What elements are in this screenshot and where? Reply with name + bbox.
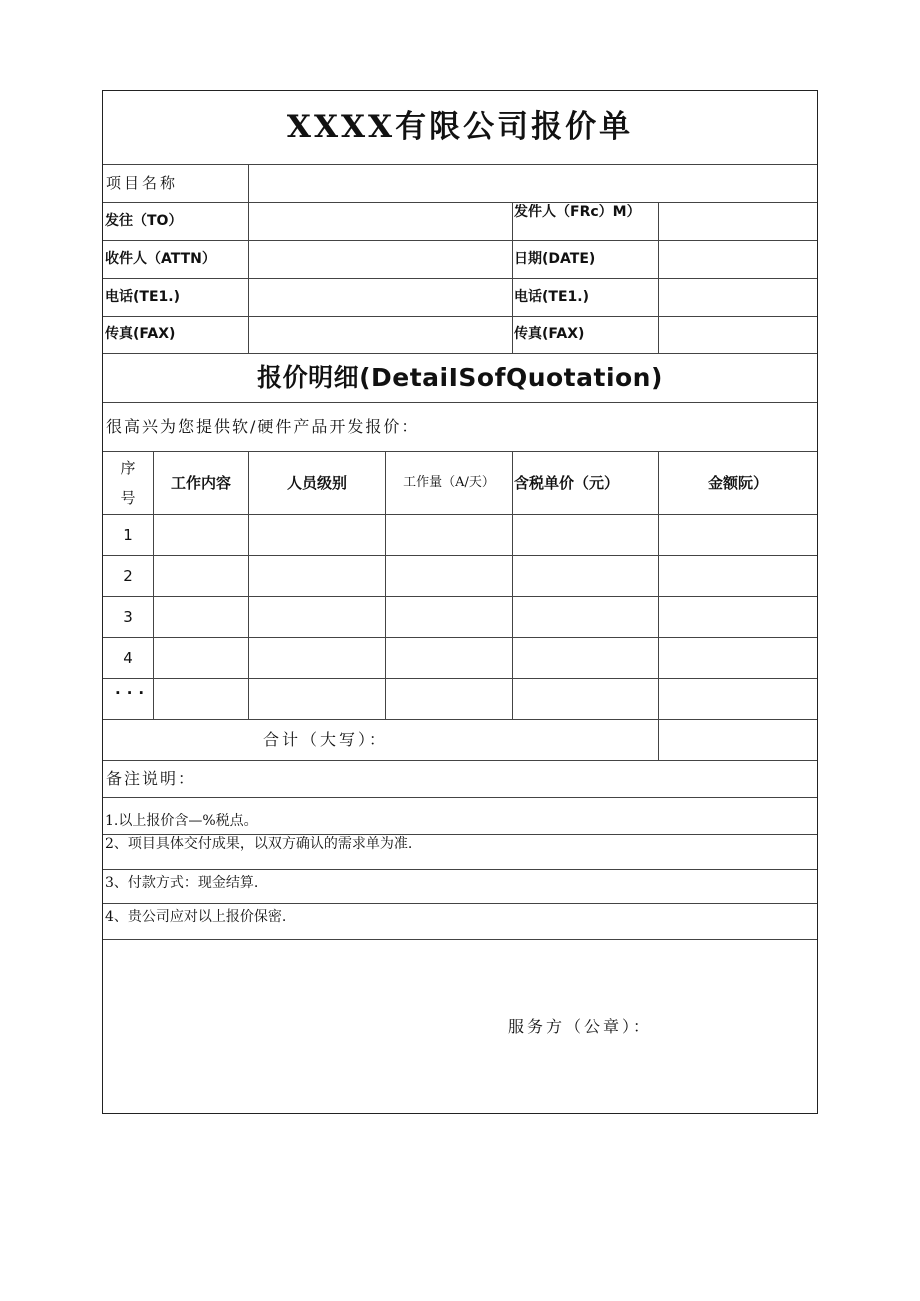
rule (103, 637, 817, 638)
quotation-sheet (102, 90, 818, 1114)
level-header: 人员级别 (286, 473, 347, 492)
rule (103, 596, 817, 597)
project-name-field[interactable] (249, 164, 817, 202)
fax-field[interactable] (249, 316, 512, 353)
remark-item: 4、贵公司应对以上报价保密. (105, 909, 287, 925)
intro-text: 很高兴为您提供软/硬件产品开发报价： (106, 416, 420, 436)
attn-field[interactable] (249, 240, 512, 278)
fax-field-right[interactable] (659, 316, 817, 353)
rule (103, 797, 817, 798)
tel-field-right[interactable] (659, 278, 817, 316)
unit-price-header: 含税单价（元） (514, 473, 620, 492)
from-field[interactable] (659, 202, 817, 240)
table-row-number: 4 (123, 648, 133, 667)
tel-field[interactable] (249, 278, 512, 316)
rule (512, 451, 513, 720)
document-title: XXXX有限公司报价单 (286, 108, 634, 145)
table-row-number: 1 (123, 525, 133, 544)
rule (103, 678, 817, 679)
rule (103, 514, 817, 515)
from-label: 发件人（FRc）M） (514, 204, 641, 220)
rule (103, 834, 817, 835)
remark-item: 2、项目具体交付成果，以双方确认的需求单为准. (105, 836, 413, 852)
seal-label: 服务方（公章）： (508, 1017, 653, 1036)
tel-label-right: 电话(TE1.) (514, 288, 589, 305)
rule (103, 939, 817, 940)
to-field[interactable] (249, 202, 512, 240)
date-label: 日期(DATE) (514, 250, 596, 267)
date-field[interactable] (659, 240, 817, 278)
fax-label: 传真(FAX) (105, 326, 176, 343)
to-label: 发往（TO） (105, 212, 183, 229)
amount-header: 金额阮） (707, 473, 768, 492)
project-name-label: 项目名称 (106, 174, 179, 192)
seq-header (103, 451, 153, 514)
remark-item: 1.以上报价含—%税点。 (105, 813, 258, 829)
rule (103, 903, 817, 904)
remarks-heading: 备注说明： (106, 768, 197, 788)
section-title: 报价明细(DetaiISofQuotation) (257, 362, 663, 392)
content-header: 工作内容 (170, 473, 231, 492)
total-label: 合计（大写）： (263, 730, 389, 750)
rule (103, 555, 817, 556)
remark-item: 3、付款方式：现金结算. (105, 875, 259, 891)
rule (512, 202, 513, 353)
total-field[interactable] (659, 720, 817, 760)
fax-label-right: 传真(FAX) (514, 326, 585, 343)
table-row-number: 3 (123, 607, 133, 626)
attn-label: 收件人（ATTN） (105, 250, 216, 267)
workload-header: 工作量（A/天） (403, 474, 495, 490)
seq-header-label: 序号 (120, 458, 136, 507)
table-row-number: 2 (123, 566, 133, 585)
tel-label: 电话(TE1.) (105, 288, 180, 305)
table-row-number: ... (115, 680, 151, 698)
rule (103, 869, 817, 870)
